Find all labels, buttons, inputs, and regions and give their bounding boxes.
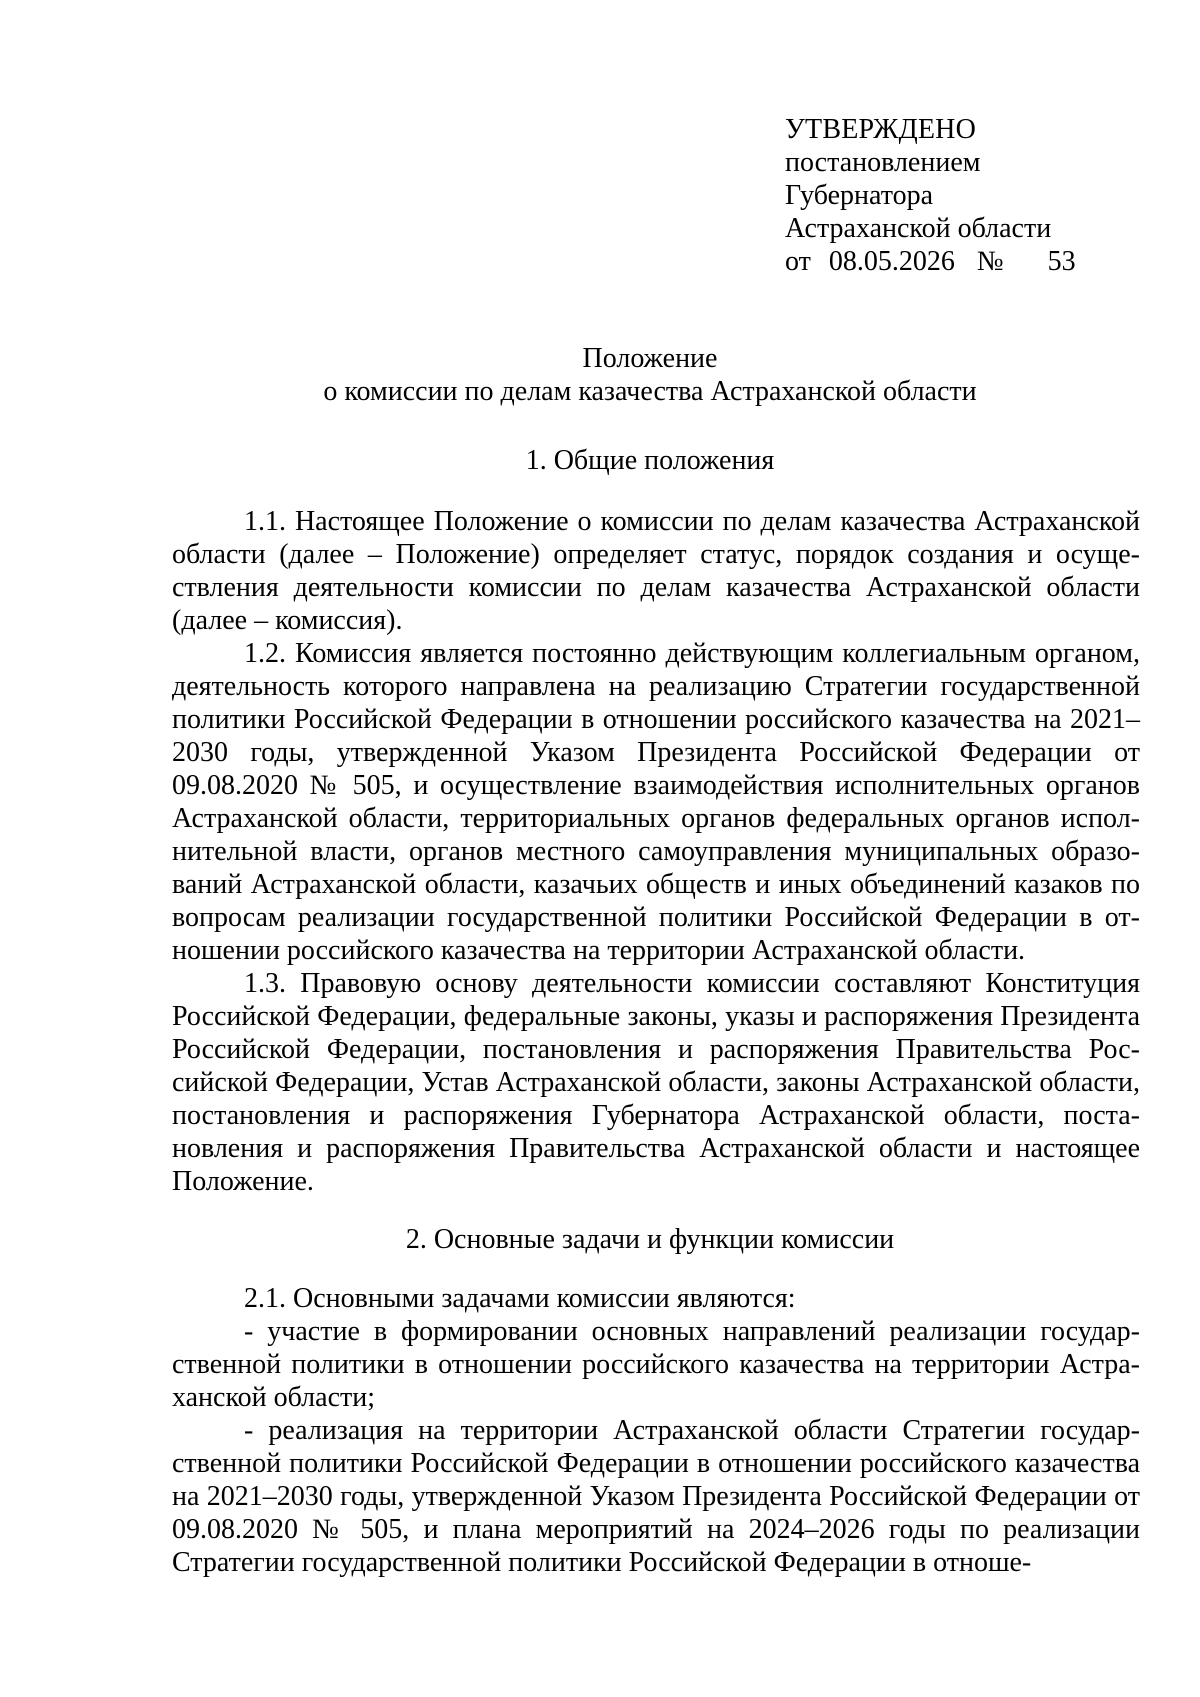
section-2-body — [172, 1282, 1140, 1579]
approval-line-governor: Губернатора — [785, 180, 934, 211]
paragraph-2-task-1: - участие в формировании основных направлений реализации государственной политики в отношении российского казачества на территории Астраханской области; — [172, 1316, 1140, 1413]
approval-date-line — [785, 245, 1115, 278]
section-2-heading: 2. Основные задачи и функции комиссии — [405, 1224, 895, 1255]
section-1-body — [172, 505, 1140, 1198]
approval-stamp — [785, 113, 1115, 278]
title-line-1: Положение — [582, 343, 718, 374]
paragraph-2-task-2: - реализация на территории Астраханской области Стратегии государственной политики Российской Федерации в отношении российского казачества на 2021–2030 годы, утвержденной Указом Президента Российской Федерации от 09.08.2020 № 505, и плана мероприятий на 2024–2026 годы по реализации Стратегии государственной политики Российской Федерации в отноше- — [172, 1415, 1140, 1578]
document-title — [170, 342, 1130, 408]
number-sign: № — [976, 246, 1004, 277]
paragraph-1-2: 1.2. Комиссия является постоянно действующим коллегиальным органом, деятельность которого направлена на реализацию Стратегии государственной политики Российской Федерации в отношении российского казачества на 2021–2030 годы, утвержденной Указом Президента Российской Федерации от 09.08.2020 № 505, и осуществление взаимодействия исполнительных органов Астраханской области, территориальных органов федеральных органов исполнительной власти, органов местного самоуправления муниципальных образований Астраханской области, казачьих обществ и иных объединений казаков по вопросам реализации государственной политики Российской Федерации в отношении российского казачества на территории Астраханской области. — [172, 638, 1140, 966]
from-label: от — [785, 246, 811, 277]
approval-line-resolution: постановлением — [785, 147, 981, 178]
approval-date: 08.05.2026 — [828, 246, 955, 277]
paragraph-1-1: 1.1. Настоящее Положение о комиссии по делам казачества Астраханской области (далее – Положение) определяет статус, порядок создания и осуществления деятельности комиссии по делам казачества Астраханской области (далее – комиссия). — [172, 506, 1140, 636]
paragraph-2-1: 2.1. Основными задачами комиссии являются: — [244, 1283, 796, 1314]
approved-label: УТВЕРЖДЕНО — [785, 114, 977, 145]
section-1-heading: 1. Общие положения — [525, 445, 775, 476]
approval-line-region: Астраханской области — [785, 213, 1052, 244]
title-line-2: о комиссии по делам казачества Астраханской области — [323, 376, 977, 407]
paragraph-1-3: 1.3. Правовую основу деятельности комиссии составляют Конституция Российской Федерации, федеральные законы, указы и распоряжения Президента Российской Федерации, постановления и распоряжения Правительства Российской Федерации, Устав Астраханской области, законы Астраханской области, постановления и распоряжения Губернатора Астраханской области, постановления и распоряжения Правительства Астраханской области и настоящее Положение. — [172, 968, 1140, 1197]
approval-number: 53 — [1047, 246, 1076, 277]
